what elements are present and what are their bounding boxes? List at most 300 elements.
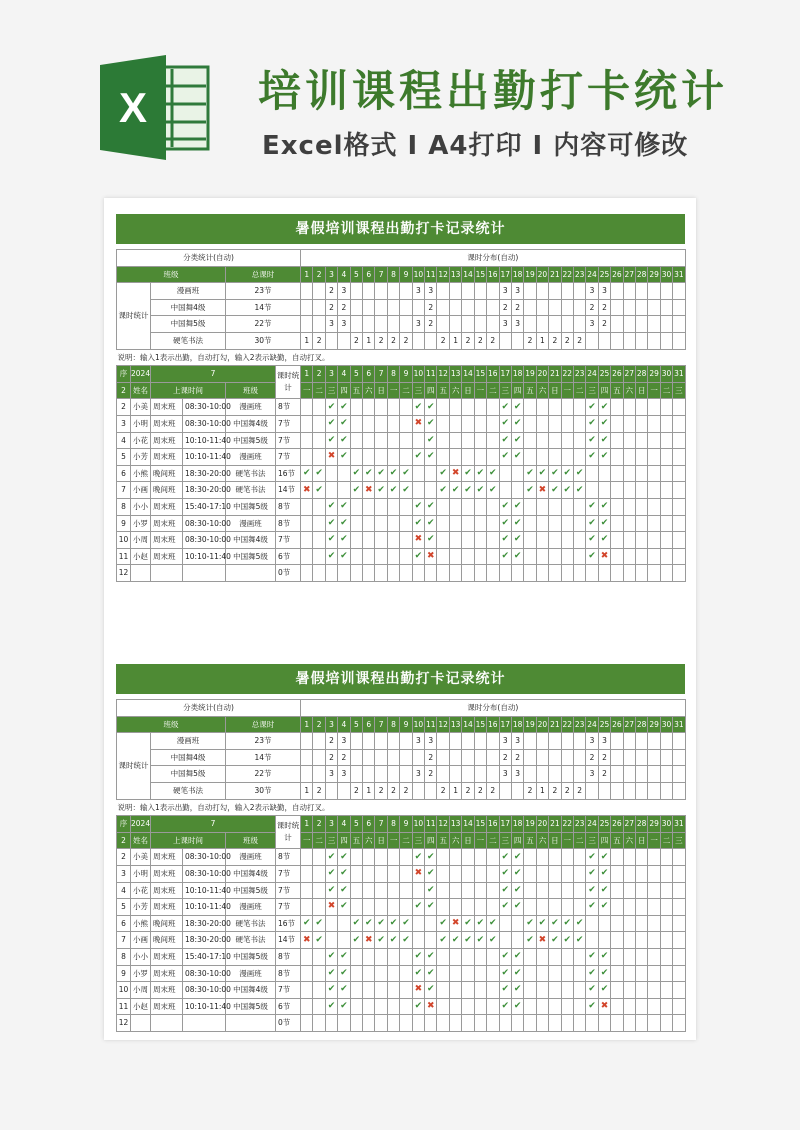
day-header: 15 xyxy=(474,266,486,283)
attendance-cell xyxy=(598,415,610,432)
attendance-cell xyxy=(673,498,685,515)
attendance-cell xyxy=(425,882,437,899)
attendance-cell xyxy=(524,465,536,482)
weekday-header: 日 xyxy=(462,382,474,399)
attendance-cell xyxy=(660,449,672,466)
session-time: 10:10-11:40 xyxy=(183,432,226,449)
day-header: 26 xyxy=(611,816,623,833)
attendance-cell xyxy=(363,532,375,549)
lesson-count: 7节 xyxy=(276,982,301,999)
summary-class-name: 中国舞5级 xyxy=(151,766,226,783)
attendance-cell xyxy=(648,982,660,999)
summary-header: 分类统计(自动) xyxy=(117,250,301,267)
day-header: 14 xyxy=(462,266,474,283)
table-row xyxy=(117,932,686,949)
check-icon: ✔ xyxy=(464,468,472,479)
check-icon: ✔ xyxy=(389,918,398,929)
day-header: 16 xyxy=(487,266,499,283)
attendance-cell xyxy=(511,532,523,549)
summary-day-cell: 2 xyxy=(549,332,561,349)
student-class: 漫画班 xyxy=(226,399,276,416)
weekday-header: 三 xyxy=(673,832,685,849)
summary-day-cell: 3 xyxy=(511,766,523,783)
attendance-cell xyxy=(586,482,598,499)
weekday-header: 三 xyxy=(673,382,685,399)
session-type: 周末班 xyxy=(151,849,183,866)
weekday-header: 二 xyxy=(660,832,672,849)
attendance-cell xyxy=(536,948,548,965)
summary-day-cell xyxy=(573,299,585,316)
attendance-cell xyxy=(648,915,660,932)
day-header: 11 xyxy=(425,716,437,733)
attendance-cell xyxy=(462,432,474,449)
weekday-header: 三 xyxy=(499,832,511,849)
attendance-cell xyxy=(350,465,362,482)
attendance-cell xyxy=(549,532,561,549)
student-name: 小芳 xyxy=(131,899,151,916)
check-icon: ✔ xyxy=(327,967,336,978)
day-header: 25 xyxy=(598,816,610,833)
attendance-cell xyxy=(437,915,449,932)
day-header: 1 xyxy=(301,266,313,283)
check-icon: ✔ xyxy=(340,1000,348,1011)
row-number: 4 xyxy=(117,432,131,449)
attendance-cell xyxy=(660,565,672,582)
attendance-cell xyxy=(363,399,375,416)
summary-day-cell xyxy=(660,782,672,799)
check-icon: ✔ xyxy=(451,484,460,495)
attendance-cell xyxy=(313,982,325,999)
summary-day-cell: 2 xyxy=(425,749,437,766)
session-time: 18:30-20:00 xyxy=(183,932,226,949)
attendance-cell xyxy=(660,515,672,532)
attendance-cell xyxy=(449,882,461,899)
attendance-cell xyxy=(412,465,424,482)
summary-day-cell xyxy=(462,733,474,750)
weekday-header: 二 xyxy=(660,382,672,399)
day-header: 13 xyxy=(449,716,461,733)
attendance-cell xyxy=(313,1015,325,1032)
summary-day-cell xyxy=(313,766,325,783)
check-icon: ✔ xyxy=(551,484,559,495)
attendance-cell xyxy=(387,449,399,466)
attendance-cell xyxy=(338,565,350,582)
attendance-cell xyxy=(387,432,399,449)
weekday-header: 日 xyxy=(549,382,561,399)
seq-header: 序 xyxy=(117,366,131,383)
check-icon: ✔ xyxy=(513,418,522,429)
attendance-cell xyxy=(412,1015,424,1032)
check-icon: ✔ xyxy=(352,918,361,929)
summary-day-cell: 3 xyxy=(499,316,511,333)
attendance-cell xyxy=(623,415,635,432)
attendance-cell xyxy=(573,915,585,932)
table-row xyxy=(117,482,686,499)
table-row xyxy=(117,515,686,532)
attendance-cell xyxy=(487,932,499,949)
check-icon: ✔ xyxy=(414,901,423,912)
attendance-cell xyxy=(412,948,424,965)
check-icon: ✔ xyxy=(327,884,336,895)
day-header: 17 xyxy=(499,266,511,283)
attendance-cell xyxy=(487,849,499,866)
lesson-count: 8节 xyxy=(276,948,301,965)
attendance-cell xyxy=(561,1015,573,1032)
day-header: 23 xyxy=(573,366,585,383)
attendance-cell xyxy=(536,482,548,499)
summary-day-cell xyxy=(611,283,623,300)
lesson-count: 6节 xyxy=(276,998,301,1015)
weekday-header: 一 xyxy=(561,382,573,399)
attendance-cell xyxy=(325,465,337,482)
summary-day-cell xyxy=(673,782,685,799)
summary-day-cell xyxy=(573,733,585,750)
summary-day-cell xyxy=(462,283,474,300)
attendance-cell xyxy=(338,948,350,965)
summary-day-cell: 2 xyxy=(375,332,387,349)
check-icon: ✔ xyxy=(513,901,522,912)
attendance-cell xyxy=(462,548,474,565)
weekday-header: 日 xyxy=(549,832,561,849)
attendance-cell xyxy=(487,865,499,882)
check-icon: ✔ xyxy=(414,517,423,528)
summary-day-cell xyxy=(623,332,635,349)
summary-day-cell xyxy=(363,749,375,766)
summary-day-cell: 2 xyxy=(338,749,350,766)
day-header: 22 xyxy=(561,366,573,383)
attendance-cell xyxy=(499,948,511,965)
summary-day-cell xyxy=(673,283,685,300)
attendance-cell xyxy=(437,548,449,565)
summary-day-cell: 3 xyxy=(586,733,598,750)
row-number: 7 xyxy=(117,482,131,499)
session-type: 周末班 xyxy=(151,899,183,916)
summary-day-cell xyxy=(487,299,499,316)
attendance-cell xyxy=(623,948,635,965)
attendance-cell xyxy=(573,982,585,999)
attendance-cell xyxy=(561,915,573,932)
day-header: 19 xyxy=(524,366,536,383)
attendance-table xyxy=(116,699,686,1032)
attendance-cell xyxy=(598,998,610,1015)
session-time: 18:30-20:00 xyxy=(183,915,226,932)
attendance-cell xyxy=(449,449,461,466)
attendance-cell xyxy=(375,998,387,1015)
session-time xyxy=(183,565,226,582)
weekday-header: 日 xyxy=(462,832,474,849)
summary-day-cell xyxy=(673,749,685,766)
attendance-cell xyxy=(387,515,399,532)
attendance-cell xyxy=(511,915,523,932)
summary-day-cell xyxy=(313,283,325,300)
session-time: 15:40-17:10 xyxy=(183,498,226,515)
attendance-cell xyxy=(301,932,313,949)
attendance-cell xyxy=(648,849,660,866)
attendance-cell xyxy=(549,899,561,916)
summary-day-cell xyxy=(437,299,449,316)
attendance-cell xyxy=(673,415,685,432)
attendance-cell xyxy=(301,865,313,882)
attendance-cell xyxy=(425,915,437,932)
cross-icon: ✖ xyxy=(302,484,311,495)
attendance-cell xyxy=(487,998,499,1015)
summary-day-cell xyxy=(611,299,623,316)
attendance-cell xyxy=(387,399,399,416)
check-icon: ✔ xyxy=(513,534,522,545)
check-icon: ✔ xyxy=(439,934,447,945)
attendance-cell xyxy=(363,882,375,899)
table-row xyxy=(117,998,686,1015)
day-header: 19 xyxy=(524,266,536,283)
student-class: 硬笔书法 xyxy=(226,932,276,949)
session-time: 10:10-11:40 xyxy=(183,449,226,466)
check-icon: ✔ xyxy=(451,934,460,945)
day-header: 12 xyxy=(437,366,449,383)
weekday-header: 五 xyxy=(350,832,362,849)
check-icon: ✔ xyxy=(340,434,348,445)
lesson-count: 7节 xyxy=(276,865,301,882)
summary-day-cell xyxy=(350,299,362,316)
attendance-cell xyxy=(313,449,325,466)
summary-day-cell: 2 xyxy=(462,332,474,349)
session-type xyxy=(151,565,183,582)
attendance-cell xyxy=(449,982,461,999)
attendance-cell xyxy=(474,532,486,549)
attendance-cell xyxy=(425,548,437,565)
summary-day-cell xyxy=(474,283,486,300)
attendance-cell xyxy=(635,498,647,515)
student-class xyxy=(226,1015,276,1032)
attendance-cell xyxy=(338,899,350,916)
session-time: 10:10-11:40 xyxy=(183,998,226,1015)
attendance-cell xyxy=(425,865,437,882)
check-icon: ✔ xyxy=(501,401,509,412)
attendance-cell xyxy=(325,415,337,432)
check-icon: ✔ xyxy=(588,451,596,462)
attendance-cell xyxy=(375,565,387,582)
summary-day-cell: 2 xyxy=(524,782,536,799)
check-icon: ✔ xyxy=(352,484,361,495)
day-header: 12 xyxy=(437,266,449,283)
attendance-cell xyxy=(301,982,313,999)
day-header: 29 xyxy=(648,816,660,833)
attendance-cell xyxy=(648,965,660,982)
session-type: 周末班 xyxy=(151,548,183,565)
summary-day-cell xyxy=(561,766,573,783)
check-icon: ✔ xyxy=(427,534,435,545)
summary-day-cell xyxy=(400,733,412,750)
attendance-cell xyxy=(660,498,672,515)
attendance-cell xyxy=(462,965,474,982)
attendance-cell xyxy=(375,899,387,916)
day-header: 11 xyxy=(425,816,437,833)
check-icon: ✔ xyxy=(526,934,534,945)
day-header: 25 xyxy=(598,716,610,733)
attendance-cell xyxy=(499,465,511,482)
check-icon: ✔ xyxy=(302,468,311,479)
day-header: 26 xyxy=(611,366,623,383)
summary-day-cell xyxy=(524,766,536,783)
summary-day-cell xyxy=(387,733,399,750)
day-header: 9 xyxy=(400,366,412,383)
attendance-cell xyxy=(561,565,573,582)
attendance-cell xyxy=(412,565,424,582)
weekday-header: 二 xyxy=(573,832,585,849)
attendance-cell xyxy=(635,415,647,432)
attendance-cell xyxy=(338,465,350,482)
attendance-cell xyxy=(524,998,536,1015)
attendance-cell xyxy=(350,515,362,532)
summary-day-cell: 3 xyxy=(499,733,511,750)
summary-total: 30节 xyxy=(226,332,301,349)
attendance-cell xyxy=(673,948,685,965)
attendance-cell xyxy=(673,548,685,565)
attendance-cell xyxy=(400,449,412,466)
attendance-cell xyxy=(673,932,685,949)
attendance-cell xyxy=(387,1015,399,1032)
student-class: 漫画班 xyxy=(226,849,276,866)
attendance-cell xyxy=(573,482,585,499)
attendance-cell xyxy=(350,882,362,899)
attendance-cell xyxy=(350,849,362,866)
lesson-count: 14节 xyxy=(276,482,301,499)
attendance-cell xyxy=(524,965,536,982)
attendance-cell xyxy=(598,482,610,499)
student-name: 小美 xyxy=(131,399,151,416)
attendance-cell xyxy=(499,998,511,1015)
attendance-cell xyxy=(400,399,412,416)
summary-day-cell: 1 xyxy=(363,782,375,799)
weekday-header: 四 xyxy=(598,382,610,399)
attendance-cell xyxy=(635,532,647,549)
attendance-cell xyxy=(549,399,561,416)
check-icon: ✔ xyxy=(551,468,559,479)
summary-day-cell xyxy=(412,299,424,316)
check-icon: ✔ xyxy=(513,501,522,512)
attendance-cell xyxy=(598,498,610,515)
instruction-note: 说明：输入1表示出勤，自动打勾，输入2表示缺勤，自动打叉。 xyxy=(117,802,330,812)
attendance-cell xyxy=(573,998,585,1015)
attendance-cell xyxy=(301,948,313,965)
attendance-cell xyxy=(561,882,573,899)
summary-day-cell xyxy=(363,283,375,300)
summary-day-cell xyxy=(524,299,536,316)
attendance-cell xyxy=(301,515,313,532)
attendance-cell xyxy=(375,1015,387,1032)
attendance-cell xyxy=(499,432,511,449)
summary-day-cell xyxy=(536,283,548,300)
check-icon: ✔ xyxy=(501,550,509,561)
attendance-cell xyxy=(449,948,461,965)
check-icon: ✔ xyxy=(427,451,435,462)
check-icon: ✔ xyxy=(501,967,509,978)
weekday-header: 六 xyxy=(536,832,548,849)
attendance-cell xyxy=(499,415,511,432)
summary-day-cell xyxy=(586,782,598,799)
summary-day-cell xyxy=(648,782,660,799)
attendance-cell xyxy=(474,565,486,582)
session-time: 08:30-10:00 xyxy=(183,415,226,432)
attendance-cell xyxy=(350,899,362,916)
class-column-header: 班级 xyxy=(117,716,226,733)
attendance-cell xyxy=(524,1015,536,1032)
attendance-cell xyxy=(623,1015,635,1032)
check-icon: ✔ xyxy=(588,401,596,412)
weekday-header: 二 xyxy=(400,832,412,849)
summary-day-cell: 3 xyxy=(511,733,523,750)
summary-day-cell xyxy=(474,733,486,750)
check-icon: ✔ xyxy=(501,451,509,462)
day-header: 28 xyxy=(635,266,647,283)
summary-day-cell: 1 xyxy=(536,782,548,799)
summary-day-cell xyxy=(511,332,523,349)
attendance-cell xyxy=(412,982,424,999)
summary-day-cell xyxy=(673,316,685,333)
check-icon: ✔ xyxy=(551,934,559,945)
weekday-header: 六 xyxy=(623,382,635,399)
attendance-cell xyxy=(623,899,635,916)
attendance-cell xyxy=(387,965,399,982)
check-icon: ✔ xyxy=(352,468,361,479)
attendance-cell xyxy=(437,565,449,582)
attendance-cell xyxy=(301,449,313,466)
weekday-header: 二 xyxy=(313,382,325,399)
summary-day-cell xyxy=(611,733,623,750)
attendance-cell xyxy=(375,449,387,466)
weekday-header: 三 xyxy=(412,382,424,399)
check-icon: ✔ xyxy=(340,884,348,895)
check-icon: ✔ xyxy=(427,501,435,512)
day-header: 1 xyxy=(301,816,313,833)
attendance-cell xyxy=(524,498,536,515)
check-icon: ✔ xyxy=(327,868,336,879)
check-icon: ✔ xyxy=(476,918,485,929)
attendance-cell xyxy=(648,465,660,482)
summary-day-cell xyxy=(623,766,635,783)
attendance-cell xyxy=(586,565,598,582)
check-icon: ✔ xyxy=(513,434,522,445)
attendance-cell xyxy=(524,565,536,582)
attendance-cell xyxy=(301,399,313,416)
attendance-cell xyxy=(412,415,424,432)
attendance-cell xyxy=(586,998,598,1015)
check-icon: ✔ xyxy=(377,934,385,945)
summary-day-cell xyxy=(375,283,387,300)
summary-day-cell: 3 xyxy=(511,283,523,300)
attendance-cell xyxy=(387,498,399,515)
weekday-header: 三 xyxy=(325,832,337,849)
attendance-cell xyxy=(524,915,536,932)
lesson-count: 6节 xyxy=(276,548,301,565)
attendance-cell xyxy=(499,515,511,532)
summary-day-cell xyxy=(449,316,461,333)
attendance-cell xyxy=(573,565,585,582)
attendance-cell xyxy=(301,998,313,1015)
attendance-cell xyxy=(524,449,536,466)
day-header: 2 xyxy=(313,266,325,283)
attendance-cell xyxy=(549,965,561,982)
row-number: 3 xyxy=(117,415,131,432)
attendance-cell xyxy=(499,915,511,932)
day-header: 22 xyxy=(561,266,573,283)
summary-day-cell: 2 xyxy=(524,332,536,349)
day-header: 23 xyxy=(573,816,585,833)
check-icon: ✔ xyxy=(389,468,398,479)
summary-day-cell xyxy=(660,733,672,750)
weekday-header: 一 xyxy=(561,832,573,849)
summary-day-cell xyxy=(660,749,672,766)
summary-day-cell: 2 xyxy=(350,782,362,799)
